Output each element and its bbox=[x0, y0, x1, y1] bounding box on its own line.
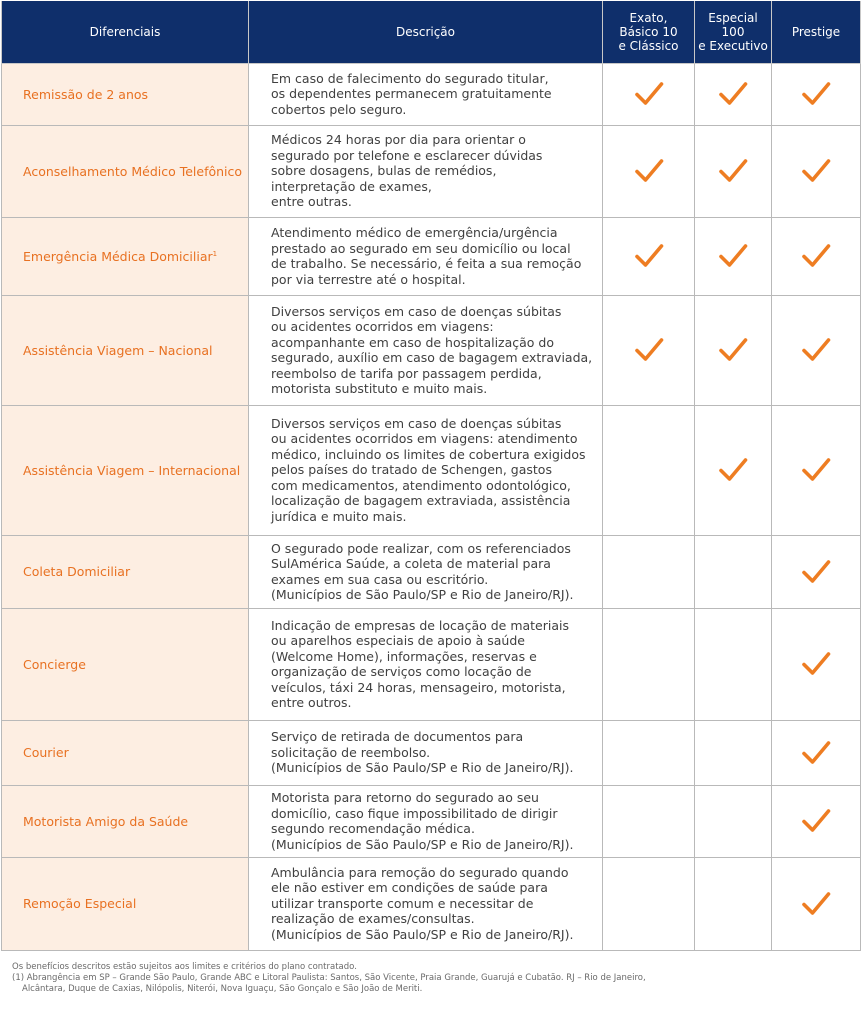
description-line: Ambulância para remoção do segurado quando bbox=[271, 864, 569, 880]
plan-cell-prestige bbox=[772, 608, 861, 720]
table-row bbox=[2, 63, 861, 125]
header-plan-especial bbox=[695, 1, 772, 63]
description-line: utilizar transporte comum e necessitar de bbox=[271, 895, 534, 911]
footnote-1-continued: Alcântara, Duque de Caxias, Nilópolis, Niterói, Nova Iguaçu, São Gonçalo e São João de Meriti. bbox=[22, 984, 423, 994]
plan-cell-especial bbox=[695, 535, 772, 608]
check-icon bbox=[801, 81, 831, 107]
plan-cell-especial bbox=[695, 63, 772, 125]
benefit-name bbox=[2, 720, 249, 785]
benefit-description bbox=[249, 857, 603, 950]
table-row bbox=[2, 785, 861, 857]
check-icon bbox=[634, 81, 664, 107]
benefit-name-text: Courier bbox=[23, 745, 69, 760]
plan-cell-prestige bbox=[772, 405, 861, 535]
plan-cell-especial bbox=[695, 295, 772, 405]
description-line: solicitação de reembolso. bbox=[271, 744, 431, 760]
check-icon bbox=[801, 337, 831, 363]
plan-cell-exato bbox=[603, 608, 695, 720]
check-icon bbox=[718, 337, 748, 363]
plan-cell-exato bbox=[603, 720, 695, 785]
plan-cell-prestige bbox=[772, 63, 861, 125]
description-line: (Municípios de São Paulo/SP e Rio de Janeiro/RJ). bbox=[271, 926, 574, 942]
description-line: Indicação de empresas de locação de materiais bbox=[271, 617, 570, 633]
description-line: Atendimento médico de emergência/urgência bbox=[271, 225, 558, 240]
benefit-description bbox=[249, 125, 603, 217]
description-line: sobre dosagens, bulas de remédios, bbox=[271, 163, 497, 179]
plan-cell-especial bbox=[695, 857, 772, 950]
description-line: jurídica e muito mais. bbox=[271, 508, 407, 524]
check-icon bbox=[634, 158, 664, 184]
check-icon bbox=[801, 243, 831, 269]
description-line: Diversos serviços em caso de doenças súbitas bbox=[271, 303, 562, 319]
table-row bbox=[2, 295, 861, 405]
plan-cell-prestige bbox=[772, 295, 861, 405]
benefits-table bbox=[1, 1, 861, 951]
description-line: (Welcome Home), informações, reservas e bbox=[271, 648, 537, 664]
footnote-marker: 1 bbox=[212, 249, 218, 258]
description-line: prestado ao segurado em seu domicílio ou local bbox=[271, 240, 571, 256]
plan-cell-exato bbox=[603, 63, 695, 125]
check-icon bbox=[801, 457, 831, 483]
description-line: ou acidentes ocorridos em viagens: bbox=[271, 319, 494, 334]
description-line: Motorista para retorno do segurado ao seu bbox=[271, 790, 539, 805]
check-icon bbox=[801, 158, 831, 184]
description-line: acompanhante em caso de hospitalização do bbox=[271, 334, 555, 350]
check-icon bbox=[718, 243, 748, 269]
benefit-name-text: Remoção Especial bbox=[23, 896, 137, 911]
table-row bbox=[2, 217, 861, 295]
check-icon bbox=[801, 740, 831, 766]
benefit-name-text: Motorista Amigo da Saúde bbox=[23, 813, 189, 829]
description-line: entre outros. bbox=[271, 695, 352, 710]
table-row bbox=[2, 125, 861, 217]
description-line: ou acidentes ocorridos em viagens: atendimento bbox=[271, 431, 578, 447]
benefit-description bbox=[249, 295, 603, 405]
benefit-description bbox=[249, 535, 603, 608]
description-line: realização de exames/consultas. bbox=[271, 911, 475, 927]
description-line: cobertos pelo seguro. bbox=[271, 101, 407, 117]
table-row bbox=[2, 720, 861, 785]
description-line: domicílio, caso fique impossibilitado de dirigir bbox=[271, 805, 558, 821]
description-line: pelos países do tratado de Schengen, gastos bbox=[271, 462, 552, 478]
benefit-name bbox=[2, 535, 249, 608]
benefit-description bbox=[249, 608, 603, 720]
benefit-description bbox=[249, 217, 603, 295]
benefit-description bbox=[249, 720, 603, 785]
header-plan-exato-line: e Clássico bbox=[618, 38, 679, 53]
table-row bbox=[2, 405, 861, 535]
description-line: SulAmérica Saúde, a coleta de material para bbox=[271, 556, 551, 571]
benefit-name bbox=[2, 295, 249, 405]
benefit-name-text: Assistência Viagem – Internacional bbox=[23, 462, 241, 478]
benefit-name bbox=[2, 217, 249, 295]
check-icon bbox=[801, 808, 831, 834]
plan-cell-prestige bbox=[772, 217, 861, 295]
description-line: segurado, auxílio em caso de bagagem extraviada, bbox=[271, 350, 593, 365]
description-line: Médicos 24 horas por dia para orientar o bbox=[271, 132, 526, 148]
description-line: com medicamentos, atendimento odontológico, bbox=[271, 477, 571, 493]
benefit-name-text: Coleta Domiciliar bbox=[23, 564, 131, 579]
description-line: ou aparelhos especiais de apoio à saúde bbox=[271, 633, 525, 648]
plan-cell-especial bbox=[695, 405, 772, 535]
description-line: interpretação de exames, bbox=[271, 178, 432, 194]
plan-cell-prestige bbox=[772, 720, 861, 785]
description-line: Em caso de falecimento do segurado titular, bbox=[271, 70, 549, 86]
check-icon bbox=[801, 559, 831, 585]
plan-cell-especial bbox=[695, 125, 772, 217]
description-line: localização de bagagem extraviada, assistência bbox=[271, 493, 571, 509]
plan-cell-especial bbox=[695, 785, 772, 857]
check-icon bbox=[718, 81, 748, 107]
header-plan-especial-line: Especial bbox=[708, 10, 758, 25]
description-line: motorista substituto e muito mais. bbox=[271, 381, 488, 396]
description-line: os dependentes permanecem gratuitamente bbox=[271, 86, 552, 102]
plan-cell-exato bbox=[603, 125, 695, 217]
check-icon bbox=[718, 457, 748, 483]
benefit-name bbox=[2, 608, 249, 720]
benefit-name bbox=[2, 405, 249, 535]
header-plan-especial-line: 100 bbox=[721, 24, 745, 39]
check-icon bbox=[718, 158, 748, 184]
plan-cell-prestige bbox=[772, 857, 861, 950]
plan-cell-prestige bbox=[772, 125, 861, 217]
table-row bbox=[2, 608, 861, 720]
footnotes bbox=[12, 962, 852, 995]
header-diferenciais: Diferenciais bbox=[2, 1, 249, 63]
check-icon bbox=[801, 891, 831, 917]
header-descricao: Descrição bbox=[249, 1, 603, 63]
footnote-general: Os benefícios descritos estão sujeitos aos limites e critérios do plano contratado. bbox=[12, 962, 357, 972]
header-plan-exato-line: Básico 10 bbox=[619, 24, 678, 39]
benefit-description bbox=[249, 405, 603, 535]
header-plan-especial-line: e Executivo bbox=[698, 38, 768, 53]
plan-cell-exato bbox=[603, 857, 695, 950]
description-line: ele não estiver em condições de saúde para bbox=[271, 880, 548, 896]
benefit-name bbox=[2, 857, 249, 950]
plan-cell-exato bbox=[603, 535, 695, 608]
footnote-1: (1) Abrangência em SP – Grande São Paulo, Grande ABC e Litoral Paulista: Santos, São Vicente, Praia Grande, Guarujá e Cubatão. RJ – Rio de Janeiro, bbox=[12, 973, 646, 983]
plan-cell-especial bbox=[695, 720, 772, 785]
description-line: veículos, táxi 24 horas, mensageiro, motorista, bbox=[271, 679, 566, 695]
benefit-description bbox=[249, 785, 603, 857]
description-line: Serviço de retirada de documentos para bbox=[271, 729, 524, 745]
description-line: (Municípios de São Paulo/SP e Rio de Janeiro/RJ). bbox=[271, 836, 574, 852]
benefit-description bbox=[249, 63, 603, 125]
description-line: reembolso de tarifa por passagem perdida, bbox=[271, 365, 542, 381]
description-line: médico, incluindo os limites de cobertura exigidos bbox=[271, 446, 586, 462]
description-line: por via terrestre até o hospital. bbox=[271, 271, 466, 287]
description-line: Diversos serviços em caso de doenças súbitas bbox=[271, 415, 562, 431]
benefit-name-text: Aconselhamento Médico Telefônico bbox=[23, 163, 243, 179]
benefit-name-text: Concierge bbox=[23, 656, 86, 672]
plan-cell-prestige bbox=[772, 785, 861, 857]
benefit-name bbox=[2, 125, 249, 217]
header-plan-prestige: Prestige bbox=[772, 1, 861, 63]
table-row bbox=[2, 535, 861, 608]
benefit-name-text: Assistência Viagem – Nacional bbox=[23, 342, 213, 358]
plan-cell-especial bbox=[695, 608, 772, 720]
description-line: segundo recomendação médica. bbox=[271, 821, 475, 836]
benefit-name-text: Emergência Médica Domiciliar bbox=[23, 248, 213, 264]
description-line: organização de serviços como locação de bbox=[271, 664, 532, 679]
description-line: segurado por telefone e esclarecer dúvidas bbox=[271, 147, 543, 163]
check-icon bbox=[634, 337, 664, 363]
plan-cell-exato bbox=[603, 295, 695, 405]
table-body bbox=[2, 63, 861, 950]
check-icon bbox=[634, 243, 664, 269]
plan-cell-especial bbox=[695, 217, 772, 295]
header-plan-exato bbox=[603, 1, 695, 63]
benefit-name-text: Remissão de 2 anos bbox=[23, 86, 149, 102]
description-line: O segurado pode realizar, com os referenciados bbox=[271, 540, 571, 556]
benefit-name bbox=[2, 785, 249, 857]
plan-cell-prestige bbox=[772, 535, 861, 608]
description-line: exames em sua casa ou escritório. bbox=[271, 571, 489, 587]
header-row bbox=[2, 1, 861, 63]
description-line: entre outras. bbox=[271, 194, 352, 210]
benefit-name bbox=[2, 63, 249, 125]
plan-cell-exato bbox=[603, 405, 695, 535]
table-row bbox=[2, 857, 861, 950]
plan-cell-exato bbox=[603, 785, 695, 857]
check-icon bbox=[801, 651, 831, 677]
description-line: (Municípios de São Paulo/SP e Rio de Janeiro/RJ). bbox=[271, 760, 574, 776]
plan-cell-exato bbox=[603, 217, 695, 295]
header-plan-exato-line: Exato, bbox=[629, 10, 668, 25]
description-line: de trabalho. Se necessário, é feita a sua remoção bbox=[271, 256, 582, 271]
description-line: (Municípios de São Paulo/SP e Rio de Janeiro/RJ). bbox=[271, 587, 574, 602]
